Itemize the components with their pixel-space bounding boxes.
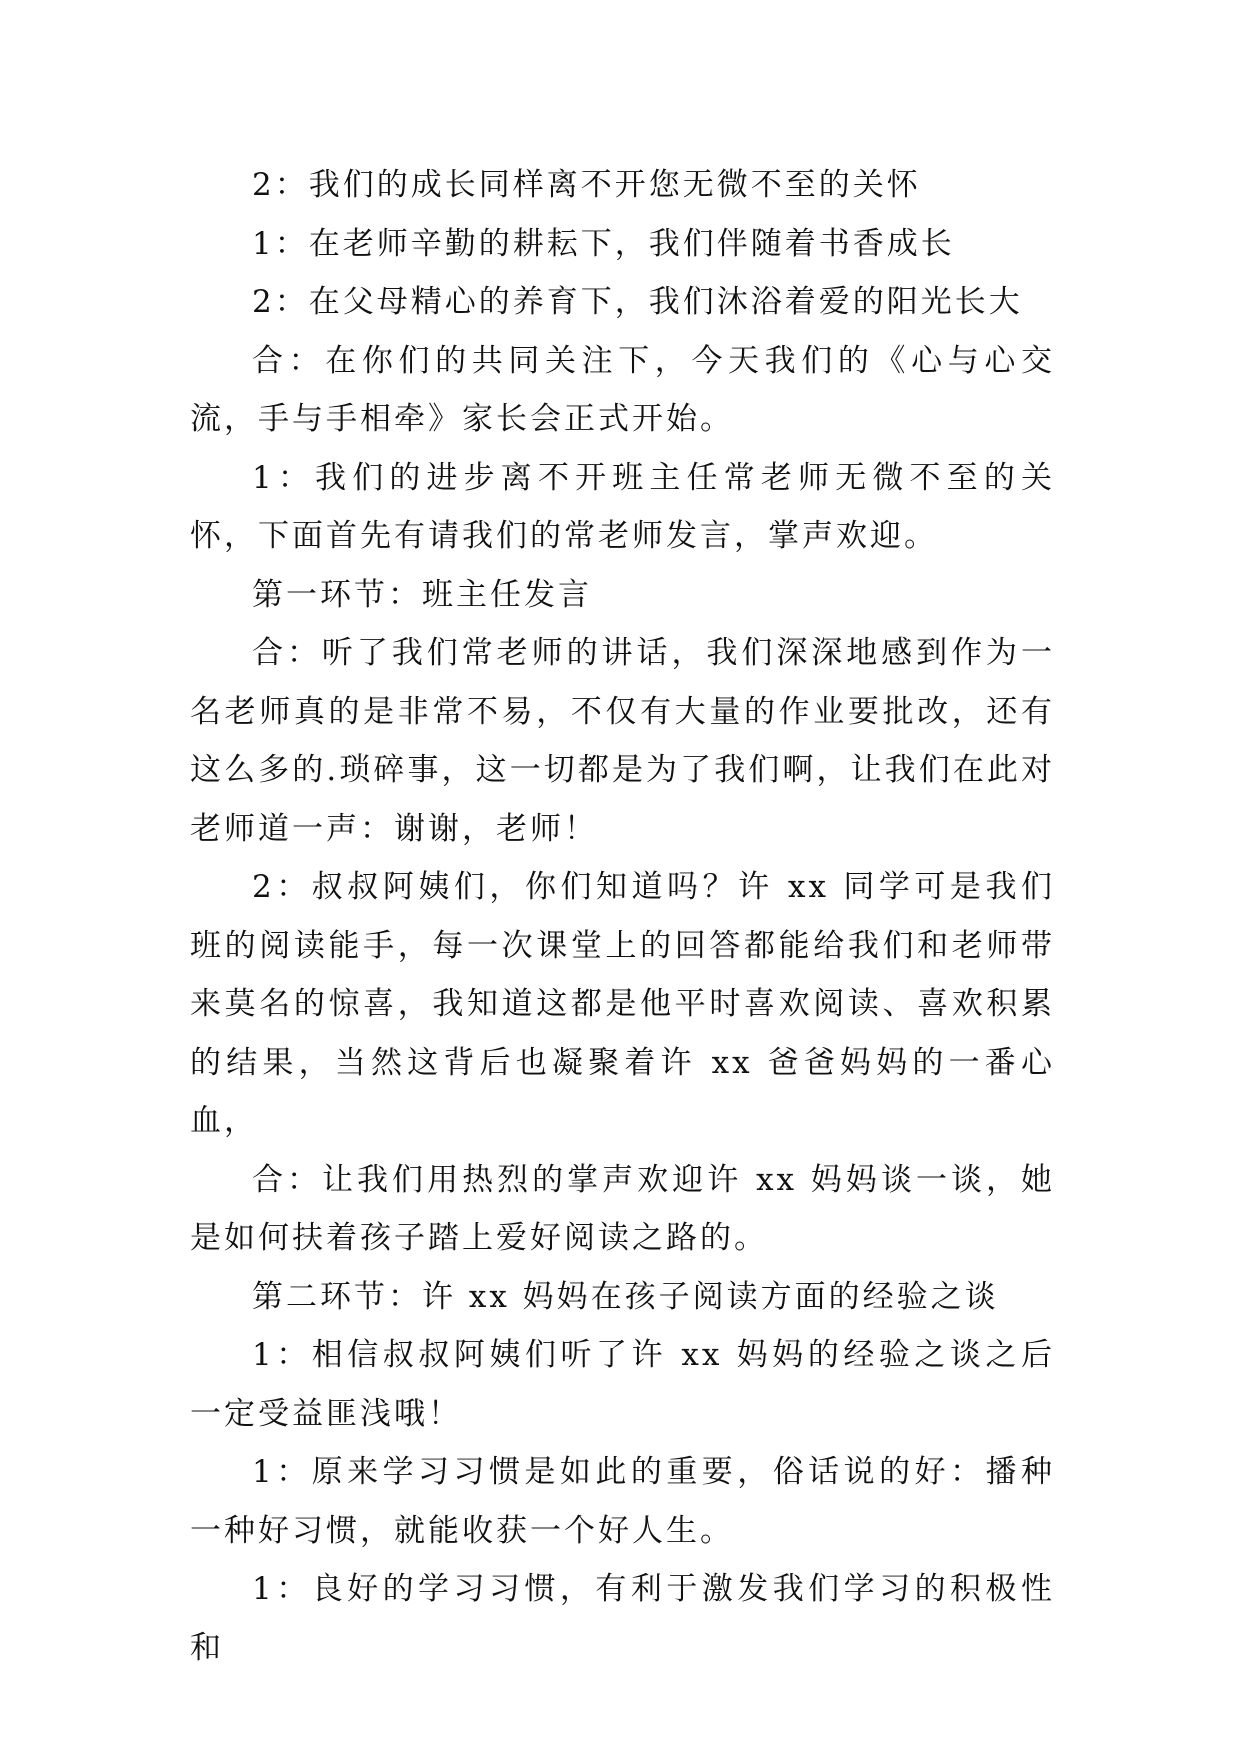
paragraph-11: 1：良好的学习习惯，有利于激发我们学习的积极性和 <box>190 1571 1055 1666</box>
document-body <box>190 156 1055 1677</box>
paragraph-10: 1：原来学习习惯是如此的重要，俗话说的好：播种一种好习惯，就能收获一个好人生。 <box>190 1454 1055 1549</box>
section-heading-1: 第一环节：班主任发言 <box>252 576 592 613</box>
paragraph-6: 合：听了我们常老师的讲话，我们深深地感到作为一名老师真的是非常不易，不仅有大量的作业要批改，还有这么多的.琐碎事，这一切都是为了我们啊，让我们在此对老师道一声：谢谢，老师！ <box>190 635 1055 847</box>
paragraph-2: 1：在老师辛勤的耕耘下，我们伴随着书香成长 <box>252 225 955 262</box>
paragraph-3: 2：在父母精心的养育下，我们沐浴着爱的阳光长大 <box>252 284 1023 320</box>
paragraph-1: 2：我们的成长同样离不开您无微不至的关怀 <box>252 167 921 203</box>
paragraph-7: 2：叔叔阿姨们，你们知道吗？许 xx 同学可是我们班的阅读能手，每一次课堂上的回答都能给我们和老师带来莫名的惊喜，我知道这都是他平时喜欢阅读、喜欢积累的结果，当然这背后也凝聚着许 xx 爸爸妈妈的一番心血， <box>190 869 1055 1139</box>
paragraph-8: 合：让我们用热烈的掌声欢迎许 xx 妈妈谈一谈，她是如何扶着孩子踏上爱好阅读之路的。 <box>190 1161 1055 1256</box>
paragraph-4: 合：在你们的共同关注下，今天我们的《心与心交流，手与手相牵》家长会正式开始。 <box>190 342 1055 437</box>
section-heading-2: 第二环节：许 xx 妈妈在孩子阅读方面的经验之谈 <box>252 1278 999 1315</box>
paragraph-5: 1：我们的进步离不开班主任常老师无微不至的关怀，下面首先有请我们的常老师发言，掌声欢迎。 <box>190 459 1055 554</box>
paragraph-9: 1：相信叔叔阿姨们听了许 xx 妈妈的经验之谈之后一定受益匪浅哦！ <box>190 1337 1055 1432</box>
